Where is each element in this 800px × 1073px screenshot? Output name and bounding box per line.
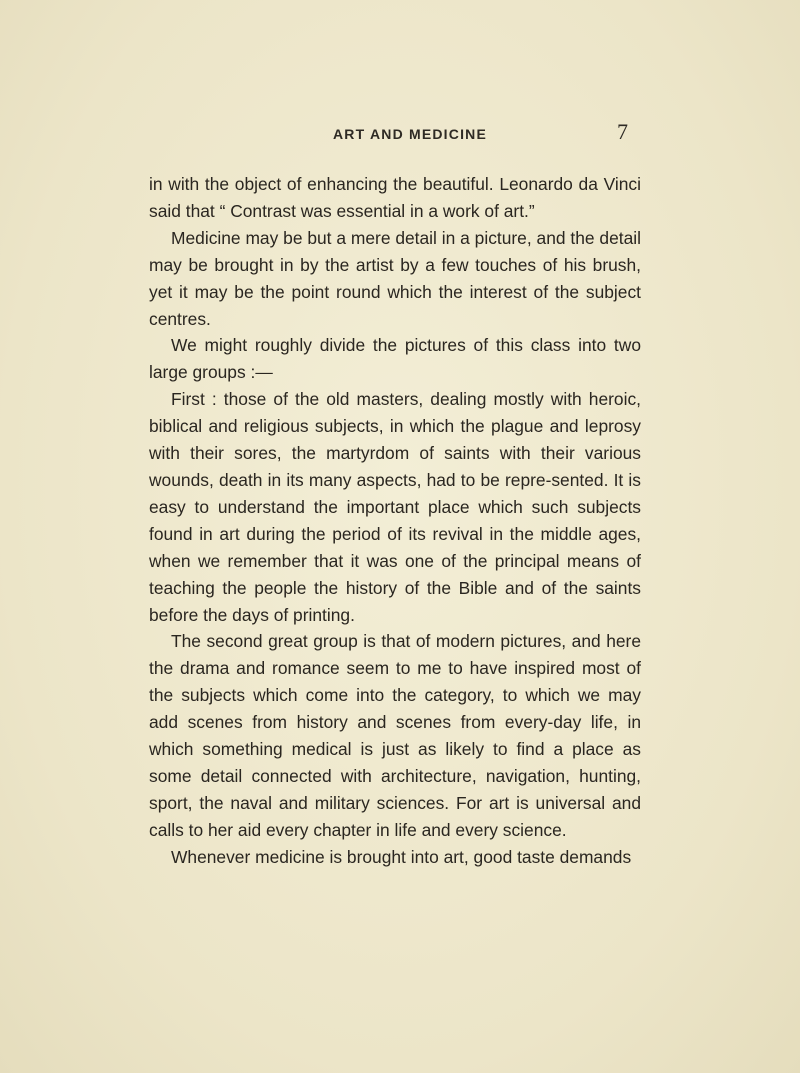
page-number: 7 <box>617 119 628 144</box>
paragraph-1: in with the object of enhancing the beautiful. Leonardo da Vinci said that “ Contrast was essential in a work of art.” <box>149 174 641 221</box>
paragraph-6: Whenever medicine is brought into art, good taste demands <box>171 846 632 867</box>
paragraph-3: We might roughly divide the pictures of this class into two large groups :— <box>149 335 641 383</box>
body-text <box>149 171 641 871</box>
running-head: ART AND MEDICINE <box>333 126 488 142</box>
paragraph-2: Medicine may be but a mere detail in a picture, and the detail may be brought in by the artist by a few touches of his brush, yet it may be the point round which the interest of the subject centres. <box>149 227 641 329</box>
paragraph-4: First : those of the old masters, dealing mostly with heroic, biblical and religious subjects, in which the plague and leprosy with their sores, the martyrdom of saints with their various wounds, death in its many aspects, had to be repre-sented. It is easy to understand the important place which such subjects found in art during the period of its revival in the middle ages, when we remember that it was one of the principal means of teaching the people the history of the Bible and of the saints before the days of printing. <box>149 389 641 625</box>
paragraph-5: The second great group is that of modern pictures, and here the drama and romance seem to me to have inspired most of the subjects which come into the category, to which we may add scenes from history and scenes from every-day life, in which something medical is just as likely to find a place as some detail connected with architecture, navigation, hunting, sport, the naval and military sciences. For art is universal and calls to her aid every chapter in life and every science. <box>149 631 641 840</box>
